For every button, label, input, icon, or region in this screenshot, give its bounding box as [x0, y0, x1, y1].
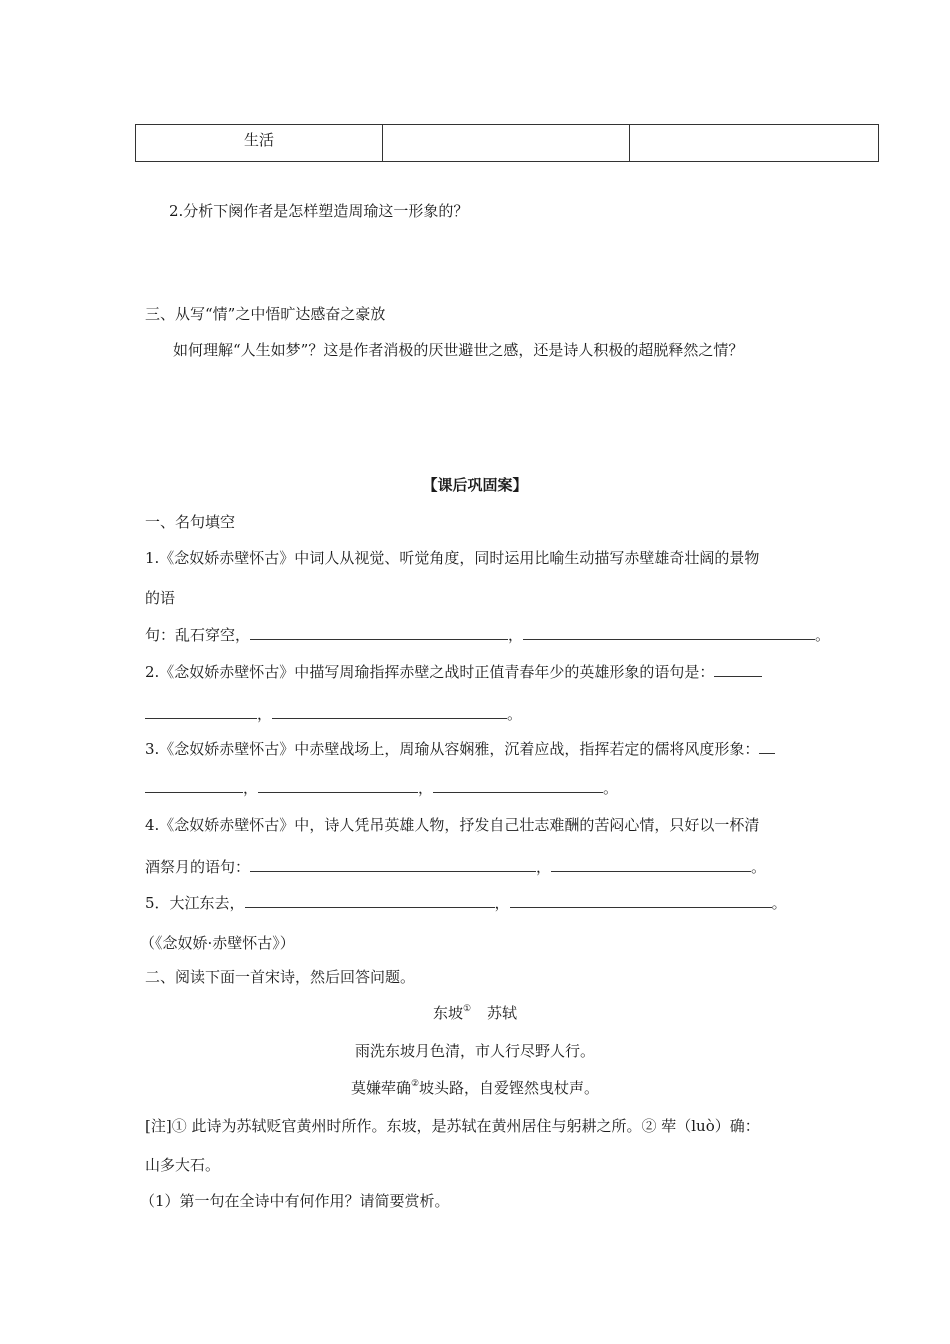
table-cell-blank[interactable] — [383, 125, 630, 162]
item-4-line-1: 4.《念奴娇赤壁怀古》中，诗人凭吊英雄人物，抒发自己壮志难酬的苦闷心情，只好以一杯清 — [145, 816, 760, 834]
part-2-heading: 二、阅读下面一首宋诗，然后回答问题。 — [145, 968, 416, 986]
item-5-source: （《念奴娇·赤壁怀古》） — [140, 934, 295, 952]
period: 。 — [751, 858, 767, 876]
poem-line-2-b: 坡头路，自爱铿然曳杖声。 — [419, 1079, 600, 1097]
period: 。 — [771, 894, 787, 912]
comma: ， — [243, 779, 259, 797]
comma: ， — [494, 894, 510, 912]
question-2: 2.分析下阕作者是怎样塑造周瑜这一形象的？ — [169, 202, 469, 220]
item-5-line — [145, 891, 787, 913]
period: 。 — [603, 779, 619, 797]
period: 。 — [507, 705, 523, 723]
fill-blank[interactable] — [145, 776, 243, 793]
table-cell-label: 生活 — [136, 125, 383, 162]
note-line-1: [注]① 此诗为苏轼贬官黄州时所作。东坡，是苏轼在黄州居住与躬耕之所。② 荦（luò）确： — [145, 1117, 760, 1135]
table-row — [136, 125, 879, 162]
note-line-2: 山多大石。 — [145, 1156, 221, 1174]
fill-blank[interactable] — [523, 623, 815, 640]
fill-blank[interactable] — [433, 776, 603, 793]
fill-blank[interactable] — [272, 702, 507, 719]
comma: ， — [508, 626, 524, 644]
item-4-prefix: 酒祭月的语句： — [145, 858, 251, 876]
poem-line-2-a: 莫嫌荦确 — [350, 1079, 411, 1097]
footnote-mark: ② — [410, 1079, 420, 1089]
item-1-line-1: 1.《念奴娇赤壁怀古》中词人从视觉、听觉角度，同时运用比喻生动描写赤壁雄奇壮阔的景物 — [145, 549, 760, 567]
fill-blank[interactable] — [510, 891, 772, 908]
fill-blank[interactable] — [245, 891, 495, 908]
fill-blank[interactable] — [551, 855, 751, 872]
table-cell-blank[interactable] — [630, 125, 879, 162]
item-1-prefix: 句：乱石穿空， — [145, 626, 251, 644]
fill-blank[interactable] — [759, 737, 775, 754]
section-3-question: 如何理解“人生如梦”？这是作者消极的厌世避世之感，还是诗人积极的超脱释然之情？ — [173, 341, 744, 359]
poem-author: 苏轼 — [487, 1004, 518, 1022]
item-1-line-3 — [145, 623, 830, 645]
fill-blank[interactable] — [714, 660, 762, 677]
item-5-prefix: 5．大江东去， — [145, 894, 245, 912]
item-1-line-2: 的语 — [145, 589, 176, 607]
fill-blank[interactable] — [250, 623, 508, 640]
fill-blank[interactable] — [145, 702, 257, 719]
footnote-mark: ① — [462, 1004, 472, 1014]
poem-line-2 — [0, 1077, 950, 1098]
answer-table — [135, 124, 879, 162]
part-1-heading: 一、名句填空 — [145, 513, 236, 531]
comma: ， — [257, 705, 273, 723]
poem-line-1: 雨洗东坡月色清，市人行尽野人行。 — [354, 1042, 595, 1060]
item-2-text: 2.《念奴娇赤壁怀古》中描写周瑜指挥赤壁之战时正值青春年少的英雄形象的语句是： — [145, 663, 715, 681]
item-4-line-2 — [145, 855, 766, 877]
fill-blank[interactable] — [258, 776, 418, 793]
period: 。 — [815, 626, 831, 644]
poem-title-line — [0, 1002, 950, 1023]
item-2-line-2 — [145, 702, 522, 724]
item-3-text: 3.《念奴娇赤壁怀古》中赤壁战场上，周瑜从容娴雅，沉着应战，指挥若定的儒将风度形象： — [145, 740, 760, 758]
comma: ， — [536, 858, 552, 876]
poem-title: 东坡 — [432, 1004, 463, 1022]
after-class-title: 【课后巩固案】 — [422, 476, 528, 494]
item-3-line-2 — [145, 776, 618, 798]
fill-blank[interactable] — [250, 855, 536, 872]
item-3-line-1 — [145, 737, 775, 759]
comma: ， — [418, 779, 434, 797]
sub-question-1: （1）第一句在全诗中有何作用？请简要赏析。 — [140, 1192, 450, 1210]
item-2-line-1 — [145, 660, 762, 682]
section-3-heading: 三、从写“情”之中悟旷达感奋之豪放 — [145, 305, 386, 323]
